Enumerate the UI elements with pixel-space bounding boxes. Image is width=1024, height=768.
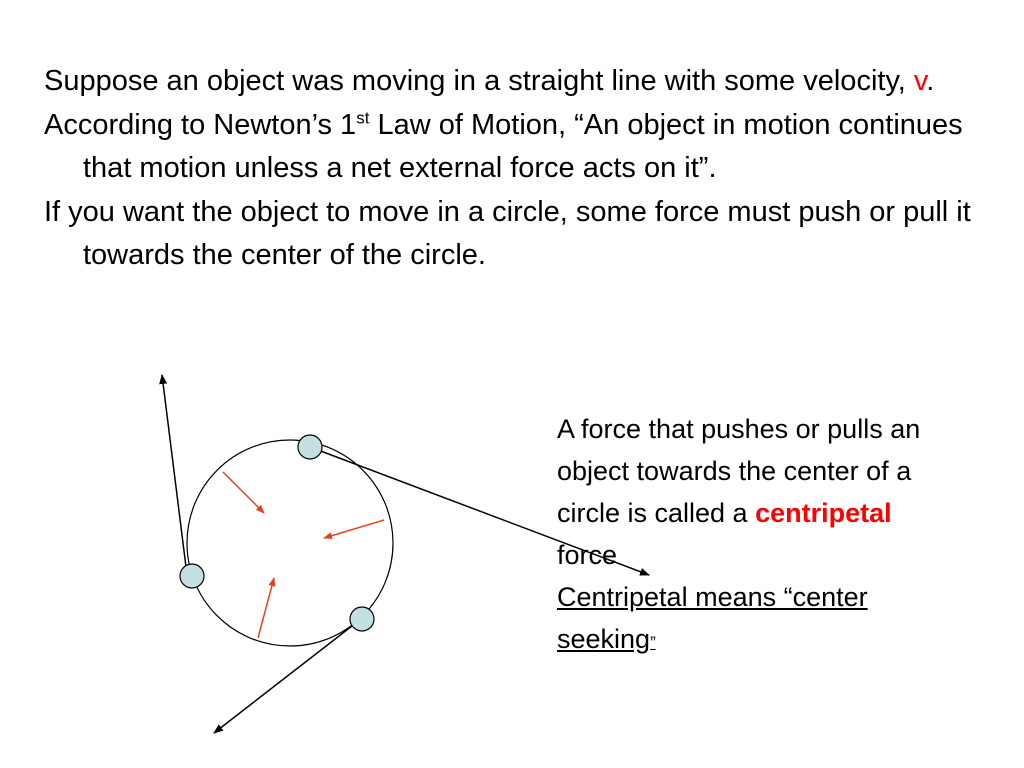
- centripetal-keyword: centripetal: [755, 498, 892, 528]
- callout-line-1: A force that pushes or pulls an object towards the center of a circle is called a: [557, 414, 921, 528]
- bullet-3-text: If you want the object to move in a circle, some force must push or pull it towards the center of the circle.: [44, 196, 971, 271]
- object-ball-top: [298, 435, 322, 459]
- callout-meaning-text: Centripetal means “center seeking: [557, 582, 868, 654]
- callout-closing-quote: ”: [650, 633, 656, 652]
- object-ball-bottom: [350, 607, 374, 631]
- force-arrow-upper-left: [223, 472, 264, 513]
- velocity-arrow-left: [162, 375, 186, 567]
- callout-meaning: [557, 576, 957, 664]
- velocity-arrow-bottom: [214, 626, 352, 733]
- bullet-1-end: .: [926, 65, 935, 97]
- object-ball-left: [180, 564, 204, 588]
- velocity-symbol: v: [913, 65, 927, 97]
- callout-definition: [557, 408, 952, 576]
- bullet-2-post: Law of Motion, “An object in motion continues that motion unless a net external force acts on it”.: [83, 109, 963, 184]
- callout-line-1-end: force: [557, 540, 618, 570]
- bullet-1-text: Suppose an object was moving in a straight line with some velocity,: [44, 65, 914, 97]
- ordinal-superscript: st: [356, 108, 370, 128]
- centripetal-callout: [557, 408, 977, 664]
- bullet-2-pre: According to Newton’s 1: [44, 109, 357, 141]
- force-arrow-bottom: [258, 578, 274, 638]
- force-arrow-right: [324, 520, 384, 538]
